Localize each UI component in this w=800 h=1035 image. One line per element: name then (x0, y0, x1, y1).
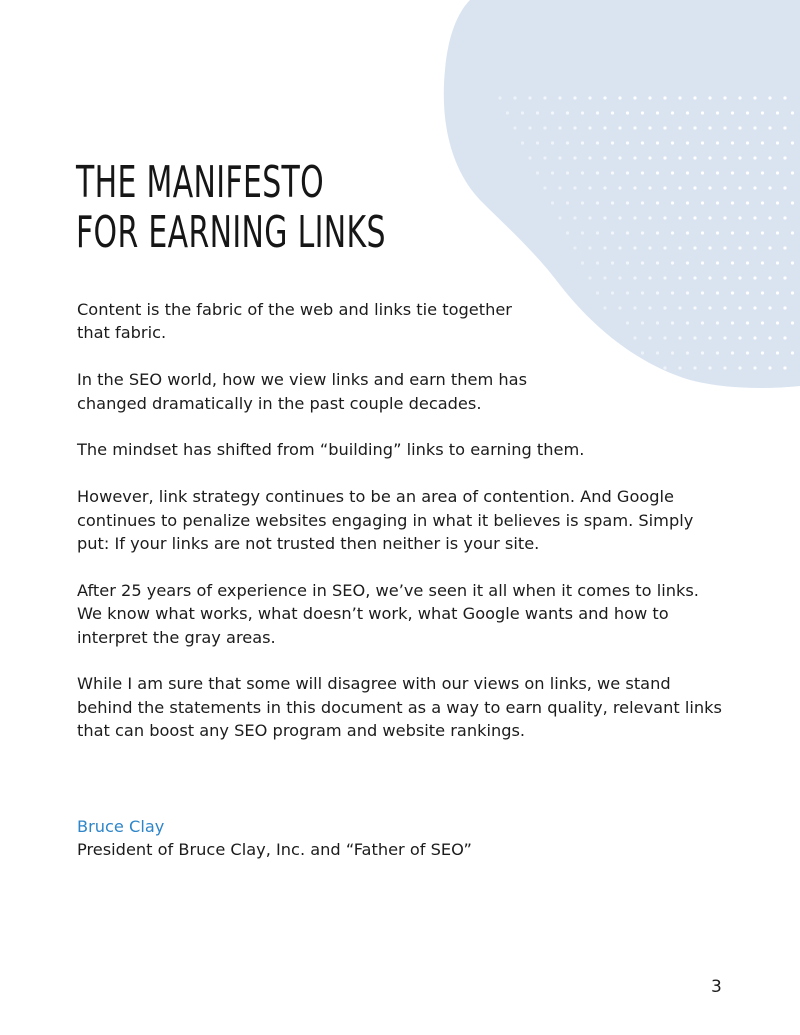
text-line: Content is the fabric of the web and links tie together (77, 300, 512, 319)
decorative-dot (723, 96, 726, 99)
decorative-dot (761, 291, 764, 294)
decorative-dot (633, 156, 636, 159)
decorative-dot (678, 126, 681, 129)
decorative-dot (686, 111, 689, 114)
decorative-dot (701, 171, 704, 174)
decorative-dot (753, 156, 756, 159)
text-line: In the SEO world, how we view links and earn them has (77, 370, 528, 390)
decorative-dot (791, 291, 794, 294)
decorative-dot (663, 186, 666, 189)
decorative-dot (648, 96, 651, 99)
decorative-dot (791, 261, 794, 264)
text-line: continues to penalize websites engaging in what it believes is spam. Simply (77, 510, 694, 530)
decorative-dot (791, 321, 794, 324)
decorative-dot (663, 246, 666, 249)
decorative-dot (671, 261, 674, 264)
decorative-dot (671, 201, 674, 204)
decorative-dot (603, 96, 606, 99)
decorative-dot (618, 276, 621, 279)
decorative-dot (716, 141, 719, 144)
decorative-dot (693, 126, 696, 129)
decorative-dot (708, 156, 711, 159)
decorative-dot (536, 171, 539, 174)
decorative-dot (693, 216, 696, 219)
decorative-dot (693, 186, 696, 189)
decorative-dot (768, 156, 771, 159)
decorative-dot (701, 231, 704, 234)
decorative-dot (588, 126, 591, 129)
decorative-dot (618, 126, 621, 129)
decorative-dot (738, 96, 741, 99)
decorative-dot (753, 276, 756, 279)
decorative-dot (543, 186, 546, 189)
decorative-dot (686, 201, 689, 204)
decorative-dot (611, 111, 614, 114)
decorative-dot (543, 96, 546, 99)
decorative-dot (738, 246, 741, 249)
decorative-dot (656, 231, 659, 234)
decorative-dot (791, 111, 794, 114)
decorative-dot (753, 126, 756, 129)
decorative-dot (648, 126, 651, 129)
decorative-dot (611, 171, 614, 174)
decorative-dot (648, 216, 651, 219)
decorative-dot (746, 231, 749, 234)
decorative-dot (686, 261, 689, 264)
decorative-dot (633, 246, 636, 249)
decorative-dot (776, 261, 779, 264)
decorative-dot (596, 201, 599, 204)
decorative-dot (791, 171, 794, 174)
decorative-dot (678, 276, 681, 279)
decorative-dot (738, 186, 741, 189)
decorative-dot (596, 111, 599, 114)
decorative-dot (768, 246, 771, 249)
decorative-dot (611, 141, 614, 144)
decorative-dot (618, 96, 621, 99)
decorative-dot (641, 111, 644, 114)
decorative-dot (791, 201, 794, 204)
decorative-dot (641, 171, 644, 174)
decorative-dot (581, 231, 584, 234)
decorative-dot (761, 111, 764, 114)
decorative-dot (701, 261, 704, 264)
decorative-dot (731, 291, 734, 294)
decorative-dot (746, 261, 749, 264)
decorative-dot (738, 216, 741, 219)
decorative-dot (603, 246, 606, 249)
decorative-dot (776, 201, 779, 204)
decorative-dot (678, 186, 681, 189)
decorative-dot (596, 171, 599, 174)
decorative-dot (648, 276, 651, 279)
decorative-dot (746, 291, 749, 294)
decorative-dot (783, 156, 786, 159)
decorative-dot (746, 111, 749, 114)
decorative-dot (753, 96, 756, 99)
decorative-dot (663, 126, 666, 129)
decorative-dot (656, 291, 659, 294)
decorative-dot (768, 96, 771, 99)
page-number: 3 (711, 977, 722, 997)
decorative-dot (641, 201, 644, 204)
decorative-dot (581, 261, 584, 264)
paragraph (77, 579, 777, 649)
decorative-dot (573, 96, 576, 99)
decorative-dot (611, 291, 614, 294)
decorative-dot (663, 156, 666, 159)
decorative-dot (746, 201, 749, 204)
decorative-dot (611, 201, 614, 204)
decorative-dot (768, 186, 771, 189)
decorative-dot (783, 246, 786, 249)
decorative-dot (776, 111, 779, 114)
decorative-dot (581, 141, 584, 144)
decorative-dot (671, 141, 674, 144)
decorative-dot (761, 261, 764, 264)
decorative-dot (716, 201, 719, 204)
decorative-dot (596, 291, 599, 294)
decorative-dot (521, 111, 524, 114)
decorative-dot (551, 201, 554, 204)
decorative-dot (723, 126, 726, 129)
decorative-dot (783, 126, 786, 129)
decorative-dot (581, 111, 584, 114)
decorative-dot (633, 276, 636, 279)
decorative-dot (558, 216, 561, 219)
decorative-dot (731, 111, 734, 114)
decorative-dot (618, 186, 621, 189)
decorative-dot (761, 141, 764, 144)
decorative-dot (573, 216, 576, 219)
decorative-dot (626, 171, 629, 174)
decorative-dot (543, 126, 546, 129)
decorative-dot (603, 156, 606, 159)
decorative-dot (581, 171, 584, 174)
decorative-dot (558, 186, 561, 189)
decorative-dot (663, 96, 666, 99)
decorative-dot (678, 216, 681, 219)
decorative-dot (641, 141, 644, 144)
decorative-dot (633, 96, 636, 99)
decorative-dot (611, 261, 614, 264)
decorative-dot (671, 291, 674, 294)
decorative-dot (588, 216, 591, 219)
decorative-dot (738, 156, 741, 159)
decorative-dot (723, 276, 726, 279)
decorative-dot (513, 126, 516, 129)
decorative-dot (701, 111, 704, 114)
decorative-dot (716, 111, 719, 114)
title-line-2: FOR EARNING LINKS (76, 207, 386, 258)
decorative-dot (536, 141, 539, 144)
decorative-dot (768, 276, 771, 279)
decorative-dot (566, 111, 569, 114)
decorative-dot (776, 231, 779, 234)
decorative-dot (768, 216, 771, 219)
signature (77, 815, 472, 862)
decorative-dot (633, 126, 636, 129)
decorative-dot (648, 156, 651, 159)
paragraph (77, 672, 777, 742)
decorative-dot (573, 156, 576, 159)
decorative-dot (506, 111, 509, 114)
decorative-dot (708, 276, 711, 279)
decorative-dot (701, 291, 704, 294)
decorative-dot (626, 291, 629, 294)
decorative-dot (566, 171, 569, 174)
decorative-dot (738, 276, 741, 279)
text-line: behind the statements in this document as a way to earn quality, relevant links (77, 697, 722, 717)
decorative-dot (603, 216, 606, 219)
decorative-dot (776, 291, 779, 294)
decorative-dot (746, 141, 749, 144)
decorative-dot (791, 141, 794, 144)
decorative-dot (723, 216, 726, 219)
title-line-1: THE MANIFESTO (76, 157, 325, 208)
text-line: interpret the gray areas. (77, 627, 276, 647)
decorative-dot (596, 231, 599, 234)
decorative-dot (716, 291, 719, 294)
decorative-dot (753, 246, 756, 249)
decorative-dot (693, 96, 696, 99)
paragraph (77, 485, 777, 555)
decorative-dot (731, 231, 734, 234)
decorative-dot (656, 171, 659, 174)
text-line: that can boost any SEO program and website rankings. (77, 721, 526, 741)
decorative-dot (708, 186, 711, 189)
decorative-dot (543, 156, 546, 159)
paragraph (77, 438, 777, 461)
decorative-dot (723, 246, 726, 249)
decorative-dot (686, 231, 689, 234)
decorative-dot (768, 126, 771, 129)
decorative-dot (633, 216, 636, 219)
decorative-dot (656, 261, 659, 264)
decorative-dot (648, 246, 651, 249)
decorative-dot (761, 201, 764, 204)
decorative-dot (521, 141, 524, 144)
decorative-dot (753, 216, 756, 219)
decorative-dot (678, 96, 681, 99)
signature-role: President of Bruce Clay, Inc. and “Father of SEO” (77, 840, 472, 860)
decorative-dot (528, 96, 531, 99)
decorative-dot (558, 156, 561, 159)
decorative-dot (791, 351, 794, 354)
paragraph (77, 368, 777, 415)
signature-name: Bruce Clay (77, 817, 165, 836)
decorative-dot (513, 96, 516, 99)
decorative-dot (708, 126, 711, 129)
paragraph (77, 298, 777, 345)
decorative-dot (701, 141, 704, 144)
decorative-dot (671, 111, 674, 114)
decorative-dot (686, 141, 689, 144)
decorative-dot (633, 186, 636, 189)
decorative-dot (671, 231, 674, 234)
text-line: changed dramatically in the past couple decades. (77, 393, 482, 413)
decorative-dot (663, 276, 666, 279)
decorative-dot (753, 186, 756, 189)
decorative-dot (716, 261, 719, 264)
decorative-dot (693, 156, 696, 159)
decorative-dot (716, 171, 719, 174)
decorative-dot (566, 231, 569, 234)
decorative-dot (761, 171, 764, 174)
decorative-dot (551, 111, 554, 114)
decorative-dot (783, 186, 786, 189)
decorative-dot (581, 201, 584, 204)
decorative-dot (656, 111, 659, 114)
decorative-dot (618, 156, 621, 159)
decorative-dot (731, 141, 734, 144)
decorative-dot (588, 96, 591, 99)
decorative-dot (723, 186, 726, 189)
decorative-dot (588, 276, 591, 279)
decorative-dot (603, 186, 606, 189)
decorative-dot (701, 201, 704, 204)
decorative-dot (626, 201, 629, 204)
decorative-dot (566, 201, 569, 204)
decorative-dot (791, 231, 794, 234)
decorative-dot (663, 216, 666, 219)
decorative-dot (566, 141, 569, 144)
decorative-dot (708, 246, 711, 249)
decorative-dot (686, 291, 689, 294)
decorative-dot (731, 171, 734, 174)
decorative-dot (626, 111, 629, 114)
decorative-dot (558, 96, 561, 99)
decorative-dot (596, 261, 599, 264)
decorative-dot (618, 246, 621, 249)
decorative-dot (588, 186, 591, 189)
decorative-dot (708, 96, 711, 99)
decorative-dot (641, 231, 644, 234)
decorative-dot (783, 336, 786, 339)
decorative-dot (611, 231, 614, 234)
decorative-dot (761, 231, 764, 234)
decorative-dot (693, 276, 696, 279)
decorative-dot (746, 171, 749, 174)
decorative-dot (641, 291, 644, 294)
decorative-dot (588, 246, 591, 249)
decorative-dot (603, 276, 606, 279)
decorative-dot (656, 201, 659, 204)
decorative-dot (723, 156, 726, 159)
decorative-dot (656, 141, 659, 144)
decorative-dot (783, 276, 786, 279)
decorative-dot (783, 366, 786, 369)
decorative-dot (686, 171, 689, 174)
page-title (76, 158, 386, 258)
decorative-dot (783, 96, 786, 99)
decorative-dot (641, 261, 644, 264)
decorative-dot (678, 246, 681, 249)
decorative-dot (618, 216, 621, 219)
decorative-dot (596, 141, 599, 144)
text-line: We know what works, what doesn’t work, what Google wants and how to (77, 604, 669, 624)
decorative-dot (551, 171, 554, 174)
decorative-dot (716, 231, 719, 234)
decorative-dot (738, 126, 741, 129)
decorative-dot (783, 306, 786, 309)
decorative-dot (776, 171, 779, 174)
text-line: While I am sure that some will disagree with our views on links, we stand (77, 674, 671, 694)
decorative-dot (558, 126, 561, 129)
decorative-dot (708, 216, 711, 219)
text-line: After 25 years of experience in SEO, we’ve seen it all when it comes to links. (77, 580, 699, 600)
decorative-dot (626, 231, 629, 234)
text-line: put: If your links are not trusted then neither is your site. (77, 534, 540, 554)
text-line: that fabric. (77, 323, 167, 343)
decorative-dot (731, 261, 734, 264)
body-text (77, 298, 777, 766)
decorative-dot (648, 186, 651, 189)
decorative-dot (783, 216, 786, 219)
decorative-dot (588, 156, 591, 159)
decorative-dot (498, 96, 501, 99)
decorative-dot (573, 246, 576, 249)
decorative-dot (626, 261, 629, 264)
decorative-dot (573, 126, 576, 129)
decorative-dot (551, 141, 554, 144)
decorative-dot (671, 171, 674, 174)
decorative-dot (528, 126, 531, 129)
decorative-dot (528, 156, 531, 159)
text-line: The mindset has shifted from “building” links to earning them. (77, 440, 585, 460)
decorative-dot (693, 246, 696, 249)
decorative-dot (603, 126, 606, 129)
decorative-dot (678, 156, 681, 159)
decorative-dot (626, 141, 629, 144)
decorative-dot (536, 111, 539, 114)
decorative-dot (776, 141, 779, 144)
decorative-dot (573, 186, 576, 189)
decorative-dot (731, 201, 734, 204)
text-line: However, link strategy continues to be an area of contention. And Google (77, 487, 675, 507)
